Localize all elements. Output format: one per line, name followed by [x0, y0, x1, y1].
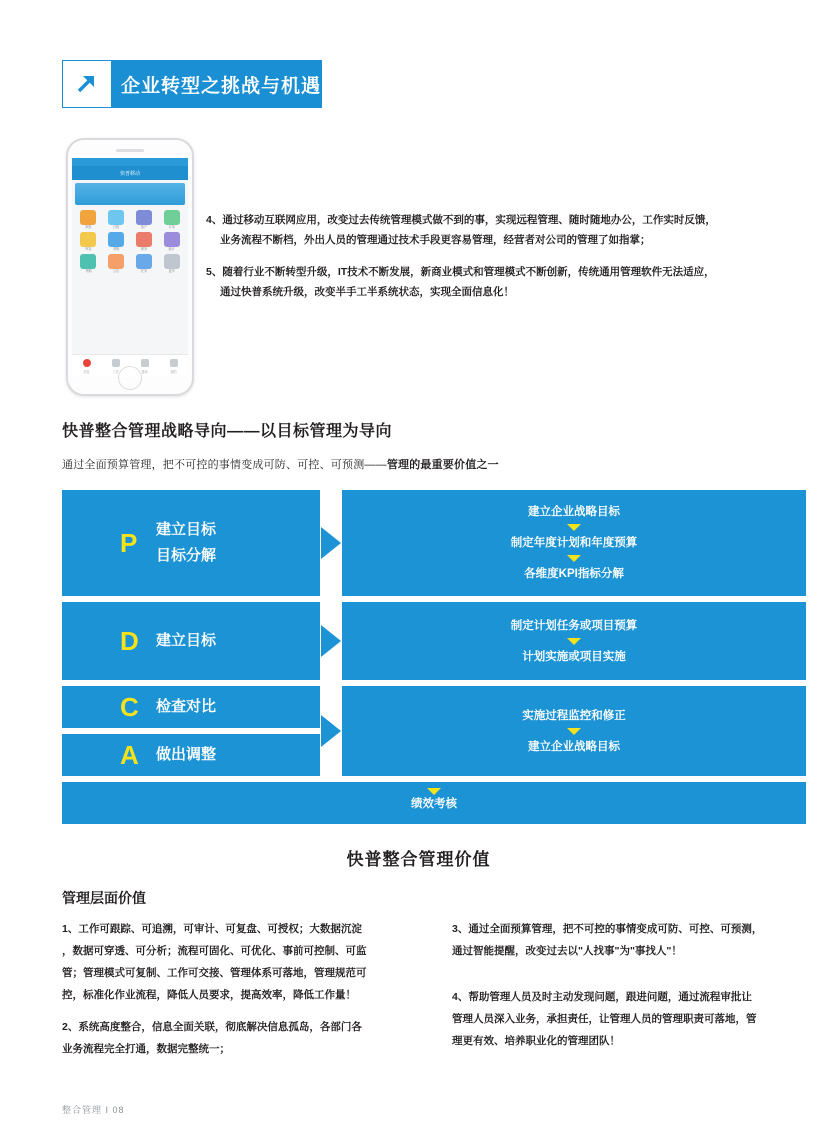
app-icon: [80, 210, 96, 225]
value-line: ，数据可穿透、可分析；流程可固化、可优化、事前可控制、可监: [62, 945, 367, 957]
pdca-left-label: [156, 628, 216, 654]
pdca-arrow-icon: [320, 602, 342, 680]
pdca-right-item: 建立企业战略目标: [528, 506, 620, 518]
phone-tab-label: 通讯: [141, 369, 148, 374]
app-icon: [164, 210, 180, 225]
phone-speaker: [116, 149, 144, 152]
phone-app-tile[interactable]: [159, 232, 184, 251]
paragraph-line: 通过快普系统升级，改变半手工半系统状态，实现全面信息化！: [220, 286, 514, 298]
phone-app-tile[interactable]: [104, 254, 129, 273]
section-title: 快普整合管理战略导向——以目标管理为导向: [62, 423, 393, 440]
pdca-left-label: [156, 742, 216, 768]
value-line: 2、系统高度整合，信息全面关联，彻底解决信息孤岛，各部门各: [62, 1021, 362, 1033]
value-line: 理更有效、培养职业化的管理团队！: [452, 1035, 620, 1047]
pdca-letter: P: [120, 528, 138, 558]
app-icon: [80, 254, 96, 269]
arrow-up-right-icon: [63, 61, 111, 107]
section-subtitle: [62, 456, 499, 472]
value-item: [62, 918, 416, 1006]
phone-app-tile[interactable]: [159, 210, 184, 229]
phone-app-tile[interactable]: [132, 254, 157, 273]
pdca-row-p: [62, 490, 806, 596]
caret-down-icon: [567, 638, 581, 645]
pdca-left-box: [62, 602, 320, 680]
phone-app-tile[interactable]: [76, 254, 101, 273]
pdca-arrow-icon: [320, 490, 342, 596]
pdca-left-label-line: 目标分解: [156, 547, 217, 564]
paragraph-5: [206, 262, 776, 302]
app-label: 任务: [140, 269, 148, 274]
pdca-right-box: [342, 602, 806, 680]
app-icon: [136, 210, 152, 225]
phone-app-tile[interactable]: [159, 254, 184, 273]
phone-tab-profile[interactable]: [170, 359, 178, 374]
value-columns: [62, 918, 806, 1070]
phone-app-tile[interactable]: [132, 210, 157, 229]
pdca-left-label-line: 检查对比: [156, 698, 217, 715]
phone-mockup: [66, 138, 194, 396]
pdca-right-box: [342, 490, 806, 596]
phone-app-grid: [72, 208, 188, 276]
page-title: 企业转型之挑战与机遇: [111, 61, 321, 107]
app-icon: [108, 210, 124, 225]
app-label: 审批: [85, 225, 92, 229]
paragraph-line: 业务流程不断档，外出人员的管理通过技术手段更容易管理，经营者对公司的管理了如指掌；: [220, 234, 651, 246]
pdca-left-label: [156, 694, 216, 720]
value-item: [62, 1016, 416, 1060]
caret-down-icon: [567, 555, 581, 562]
caret-down-icon: [567, 524, 581, 531]
pdca-letter: C: [120, 692, 139, 722]
contacts-icon: [141, 359, 149, 367]
phone-app-tile[interactable]: [104, 232, 129, 251]
app-label: 订单: [168, 225, 175, 229]
phone-tab-work[interactable]: [112, 359, 120, 374]
pdca-left-label-line: 建立目标: [156, 521, 217, 538]
phone-app-tile[interactable]: [104, 210, 129, 229]
phone-app-tile[interactable]: [132, 232, 157, 251]
pdca-letter: D: [120, 626, 139, 656]
value-line: 管理人员深入业务，承担责任，让管理人员的管理职责可落地，管: [452, 1013, 757, 1025]
intro-paragraphs: [206, 210, 776, 314]
app-icon: [136, 232, 152, 247]
page-header-banner: [62, 60, 322, 108]
pdca-right-box: [342, 686, 806, 776]
pdca-row-ca: [62, 686, 806, 776]
app-icon: [164, 254, 180, 269]
app-icon: [136, 254, 152, 269]
value-column-left: [62, 918, 416, 1070]
caret-down-icon: [567, 728, 581, 735]
value-section-title: 快普整合管理价值: [346, 850, 491, 869]
pdca-arrow-icon: [320, 686, 342, 776]
caret-down-icon: [427, 788, 441, 795]
pdca-left-box: [62, 490, 320, 596]
value-line: 3、通过全面预算管理，把不可控的事情变成可防、可控、可预测，: [452, 923, 763, 935]
work-icon: [112, 359, 120, 367]
profile-icon: [170, 359, 178, 367]
value-line: 1、工作可跟踪、可追溯，可审计、可复盘、可授权；大数据沉淀: [62, 923, 362, 935]
app-label: 考勤: [85, 269, 92, 274]
app-icon: [108, 254, 124, 269]
phone-tab-messages[interactable]: [83, 359, 91, 374]
phone-banner: [75, 183, 185, 205]
app-label: 更多: [168, 269, 175, 274]
pdca-diagram: [62, 490, 806, 824]
pdca-right-item: 建立企业战略目标: [528, 740, 620, 753]
pdca-left-box: [62, 686, 320, 728]
pdca-bottom-label: 绩效考核: [411, 798, 457, 810]
app-label: 库存: [85, 247, 92, 252]
paragraph-4: [206, 210, 776, 250]
app-label: 采购: [112, 247, 120, 252]
app-label: 客户: [140, 225, 148, 229]
value-item: [452, 986, 806, 1052]
pdca-left-label: [156, 517, 216, 569]
app-icon: [108, 232, 124, 247]
phone-home-button[interactable]: [118, 366, 142, 390]
value-line: 控，标准化作业流程，降低人员要求，提高效率，降低工作量！: [62, 989, 356, 1001]
app-icon: [164, 232, 180, 247]
value-line: 业务流程完全打通，数据完整统一；: [62, 1043, 230, 1055]
page-footer: 整合管理 I 08: [62, 1105, 125, 1115]
phone-app-titlebar: 快普移动: [72, 166, 188, 180]
app-label: 财务: [140, 247, 148, 252]
app-label: 公告: [112, 269, 120, 274]
pdca-right-item: 实施过程监控和修正: [522, 709, 626, 722]
section-subtitle-prefix: 通过全面预算管理，把不可控的事情变成可防、可控、可预测——: [62, 459, 387, 471]
paragraph-line: 5、随着行业不断转型升级，IT技术不断发展，新商业模式和管理模式不断创新，传统通用管理软件无法适应，: [206, 266, 715, 278]
phone-tab-label: 我的: [170, 369, 177, 374]
value-line: 4、帮助管理人员及时主动发现问题，跟进问题，通过流程审批让: [452, 991, 752, 1003]
phone-screen: [72, 158, 188, 354]
pdca-bottom-box: [62, 782, 806, 824]
pdca-right-item: 制定年度计划和年度预算: [510, 537, 638, 549]
phone-tab-contacts[interactable]: [141, 359, 149, 374]
app-label: 日报: [112, 225, 120, 229]
phone-app-tile[interactable]: [76, 210, 101, 229]
phone-tab-label: 消息: [83, 369, 90, 374]
app-label: 统计: [168, 247, 175, 252]
phone-tab-label: 工作: [112, 369, 119, 374]
phone-app-tile[interactable]: [76, 232, 101, 251]
pdca-right-item: 各维度KPI指标分解: [524, 568, 624, 580]
pdca-left-label-line: 建立目标: [156, 632, 217, 649]
pdca-right-item: 计划实施或项目实施: [522, 650, 626, 663]
pdca-letter: A: [120, 740, 139, 770]
app-icon: [80, 232, 96, 247]
value-item: [452, 918, 806, 962]
pdca-right-item: 制定计划任务或项目预算: [510, 619, 638, 632]
pdca-left-box: [62, 734, 320, 776]
message-icon: [83, 359, 91, 367]
section-subtitle-bold: 管理的最重要价值之一: [386, 459, 499, 471]
pdca-left-label-line: 做出调整: [156, 746, 217, 763]
phone-statusbar: [72, 158, 188, 166]
value-section-subtitle: 管理层面价值: [62, 890, 146, 906]
value-line: 管；管理模式可复制、工作可交接、管理体系可落地，管理规范可: [62, 967, 367, 979]
paragraph-line: 4、通过移动互联网应用，改变过去传统管理模式做不到的事，实现远程管理、随时随地办公，工作实时反馈，: [206, 214, 716, 226]
pdca-row-d: [62, 602, 806, 680]
value-line: 通过智能提醒，改变过去以"人找事"为"事找人"！: [452, 945, 682, 957]
value-column-right: [452, 918, 806, 1070]
